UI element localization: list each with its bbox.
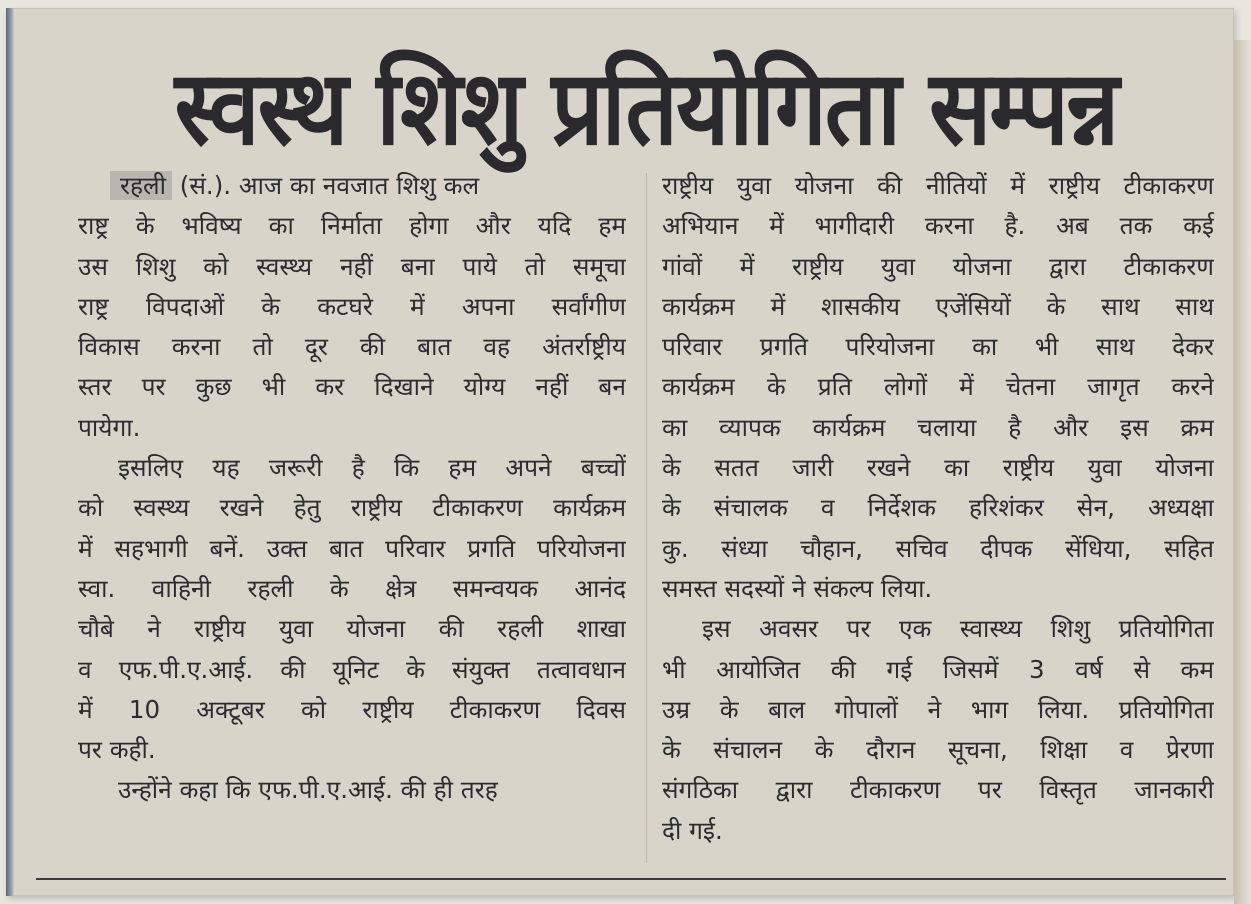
paragraph-line: के संचालक व निर्देशक हरिशंकर सेन, अध्यक्षा [662,493,1214,523]
paragraph-line: स्वा. वाहिनी रहली के क्षेत्र समन्वयक आनंद [78,573,626,603]
paragraph-line: व एफ.पी.ए.आई. की यूनिट के संयुक्त तत्वावधान [78,654,626,684]
paragraph-line: कार्यक्रम के प्रति लोगों में चेतना जागृत करने [662,372,1214,402]
paragraph-line: को स्वस्थ्य रखने हेतु राष्ट्रीय टीकाकरण कार्यक्रम [78,493,626,523]
paragraph-line: पर कही. [78,735,156,765]
column-divider [646,173,647,863]
paragraph-line: के सतत जारी रखने का राष्ट्रीय युवा योजना [662,453,1214,483]
paragraph-line: स्तर पर कुछ भी कर दिखाने योग्य नहीं बन [78,372,626,402]
paragraph-line: समस्त सदस्यों ने संकल्प लिया. [662,573,933,603]
left-column [78,166,626,811]
paragraph-line: संगठिका द्वारा टीकाकरण पर विस्तृत जानकारी [662,775,1214,805]
paragraph-line: कु. संध्या चौहान, सचिव दीपक सेंधिया, सहित [662,533,1214,563]
paragraph-line: (सं.). आज का नवजात शिशु कल [179,171,480,200]
paragraph-line: इसलिए यह जरूरी है कि हम अपने बच्चों [118,453,626,483]
paragraph-line: पायेगा. [78,412,141,442]
paragraph-line: में 10 अक्टूबर को राष्ट्रीय टीकाकरण दिवस [78,694,626,724]
paragraph-line: उस शिशु को स्वस्थ्य नहीं बना पाये तो समूचा [78,251,626,281]
paragraph-line: दी गई. [662,815,723,845]
paragraph-line: इस अवसर पर एक स्वास्थ्य शिशु प्रतियोगिता [702,614,1214,644]
paragraph-line: राष्ट्र के भविष्य का निर्माता होगा और यदि हम [78,211,626,241]
paragraph-line: उम्र के बाल गोपालों ने भाग लिया. प्रतियोगिता [662,694,1214,724]
right-column [662,166,1214,851]
dateline-place: रहली [110,171,172,200]
scan-edge [6,8,14,896]
paragraph-line: चौबे ने राष्ट्रीय युवा योजना की रहली शाखा [78,614,626,644]
paragraph-line: में सहभागी बनें. उक्त बात परिवार प्रगति परियोजना [78,533,626,563]
paragraph-line: उन्होंने कहा कि एफ.पी.ए.आई. की ही तरह [118,775,498,805]
paragraph-line: परिवार प्रगति परियोजना का भी साथ देकर [662,332,1214,362]
headline: स्वस्थ शिशु प्रतियोगिता सम्पन्न [174,47,1118,168]
background-strip [1234,40,1251,904]
paragraph-line: कार्यक्रम में शासकीय एजेंसियों के साथ साथ [662,291,1214,321]
paragraph-line: भी आयोजित की गई जिसमें 3 वर्ष से कम [662,654,1214,684]
paragraph-line: विकास करना तो दूर की बात वह अंतर्राष्ट्रीय [78,332,626,362]
paragraph-line: के संचालन के दौरान सूचना, शिक्षा व प्रेरणा [662,735,1214,765]
paragraph-line: गांवों में राष्ट्रीय युवा योजना द्वारा टीकाकरण [662,251,1214,281]
dateline-line [78,166,626,206]
bottom-rule [36,878,1226,880]
newspaper-clipping [6,8,1234,896]
paragraph-line: राष्ट्र विपदाओं के कटघरे में अपना सर्वांगीण [78,291,626,321]
paragraph-line: राष्ट्रीय युवा योजना की नीतियों में राष्ट्रीय टीकाकरण [662,171,1214,200]
paragraph-line: का व्यापक कार्यक्रम चलाया है और इस क्रम [662,412,1214,442]
paragraph-line: अभियान में भागीदारी करना है. अब तक कई [662,211,1214,241]
